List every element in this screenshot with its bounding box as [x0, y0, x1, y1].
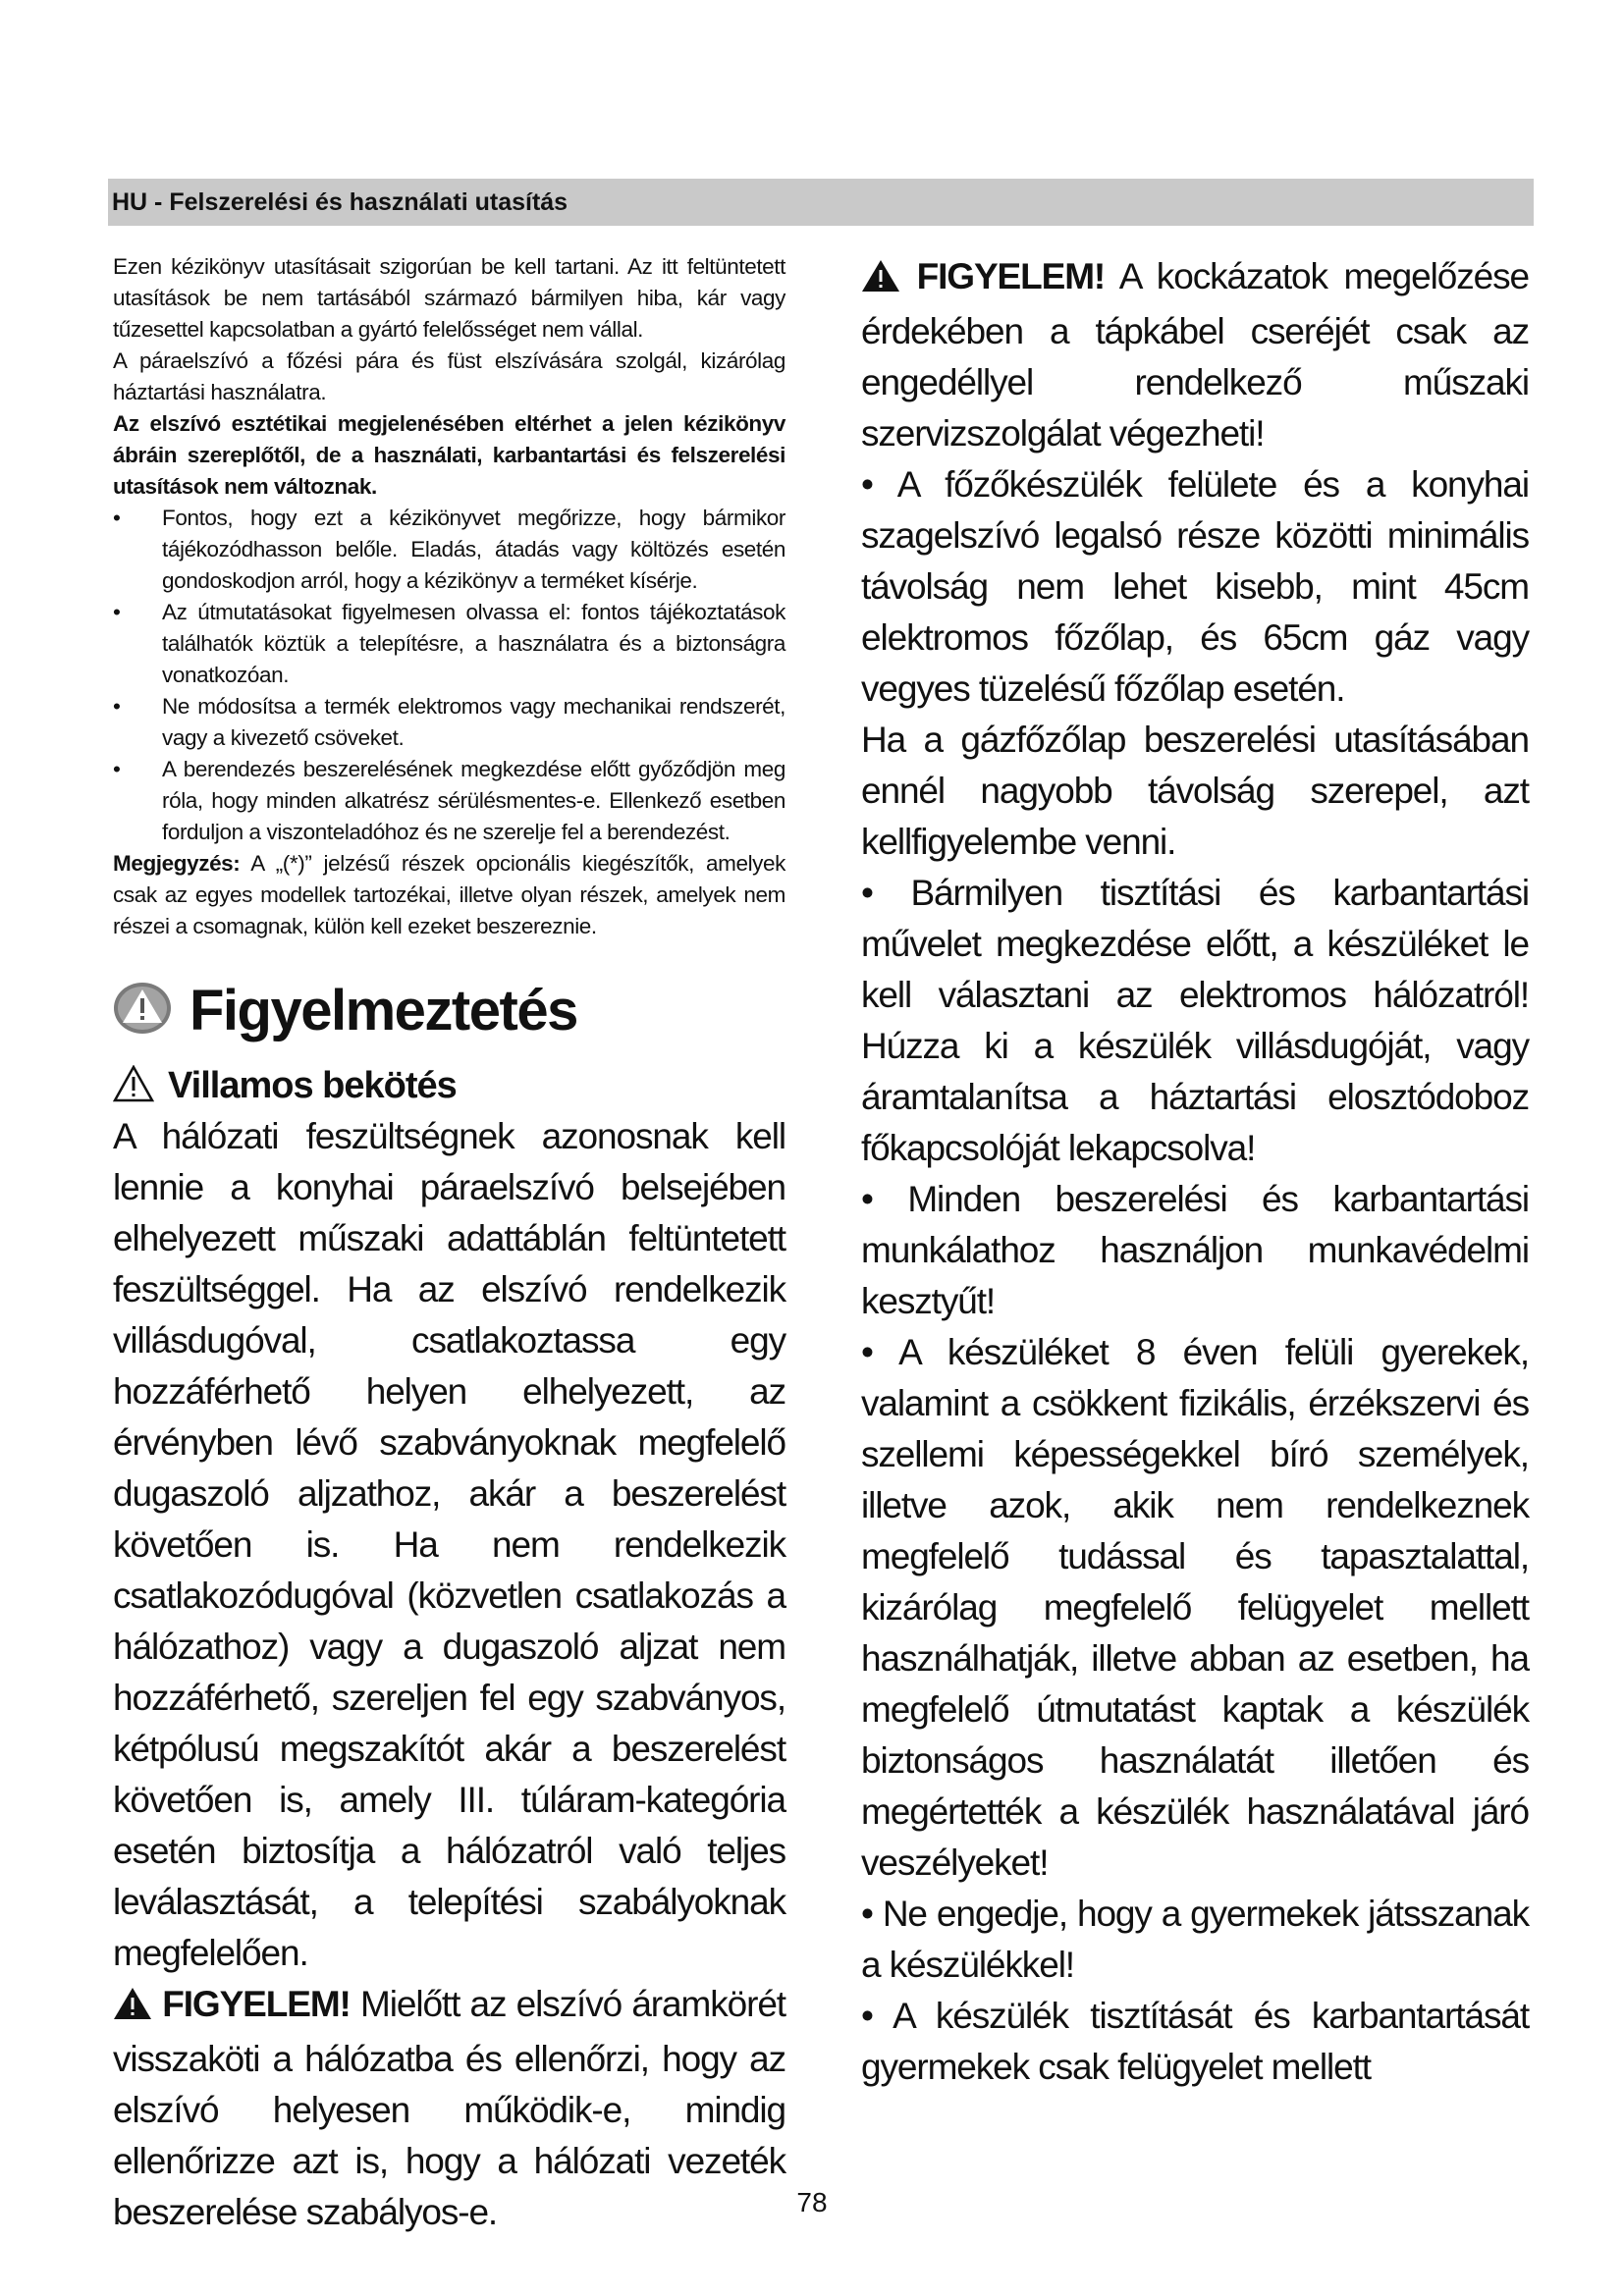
right-column — [861, 251, 1529, 2093]
bullet-icon: • — [861, 873, 873, 913]
left-column — [113, 251, 785, 2238]
warning-circle-icon — [113, 982, 172, 1040]
bullet-icon: • — [113, 757, 121, 781]
list-item — [113, 503, 785, 597]
bullet-icon: • — [861, 1894, 873, 1934]
electrical-body: A hálózati feszültségnek azonosnak kell lennie a konyhai páraelszívó belsejében elhelyezett műszaki adattáblán feltüntetett feszültséggel. Ha az elszívó rendelkezik villásdugóval, csatlakoztassa egy hozzáférhető helyen elhelyezett, az érvényben lévő szabványoknak megfelelő dugaszoló aljzathoz, akár a beszerelést követően is. Ha nem rendelkezik csatlakozódugóval (közvetlen csatlakozás a hálózathoz) vagy a dugaszoló aljzat nem hozzáférhető, szereljen fel egy szabványos, kétpólusú megszakítót akár a beszerelést követően is, amely III. túláram-kategória esetén biztosítja a hálózatról való teljes leválasztását, a telepítési szabályoknak megfelelően. — [113, 1116, 785, 1973]
electrical-subtitle: Villamos bekötés — [168, 1065, 457, 1106]
warning-triangle-filled-icon — [861, 255, 900, 306]
list-item-text: Fontos, hogy ezt a kézikönyvet megőrizze, hogy bármikor tájékozódhasson belőle. Eladás, átadás vagy költözés esetén gondoskodjon arról, hogy a kézikönyv a terméket kísérje. — [162, 506, 785, 593]
list-item — [113, 597, 785, 691]
header-bar — [108, 179, 1534, 226]
bullet-icon: • — [113, 506, 121, 530]
list-item — [861, 1327, 1529, 1889]
list-item-text: Az útmutatásokat figyelmesen olvassa el: fontos tájékoztatások találhatók köztük a telepítésre, a használatra és a biztonságra vonatkozóan. — [162, 600, 785, 687]
list-item-text: Ne engedje, hogy a gyermekek játsszanak a készülékkel! — [861, 1894, 1529, 1985]
distance-bullet — [861, 459, 1529, 715]
figyelem-text-2: A kockázatok megelőzése érdekében a tápkábel cseréjét csak az engedéllyel rendelkező műszaki szervizszolgálat végezheti! — [861, 256, 1529, 454]
warning-title: Figyelmeztetés — [189, 979, 577, 1042]
list-item — [113, 754, 785, 848]
figyelem-paragraph-2 — [861, 251, 1529, 459]
warning-triangle-outline-icon — [113, 1065, 154, 1107]
warning-triangle-filled-icon — [113, 1983, 152, 2034]
list-item-text: Minden beszerelési és karbantartási munkálathoz használjon munkavédelmi kesztyűt! — [861, 1179, 1529, 1321]
list-item-text: A készüléket 8 éven felüli gyerekek, valamint a csökkent fizikális, érzékszervi és szellemi képességekkel bíró személyek, illetve azok, akik nem rendelkeznek megfelelő tudással és tapasztalattal, kizárólag megfelelő felügyelet mellett használhatják, illetve abban az esetben, ha megfelelő útmutatást kaptak a készülék biztonságos használatát illetően és megértették a készülék használatával járó veszélyeket! — [861, 1332, 1529, 1883]
bullet-icon: • — [861, 464, 873, 505]
gas-note: Ha a gázfőzőlap beszerelési utasításában ennél nagyobb távolság szerepel, azt kellfigyelembe venni. — [861, 720, 1529, 862]
intro-paragraph-2: A páraelszívó a főzési pára és füst elszívására szolgál, kizárólag háztartási használatra. — [113, 348, 785, 404]
page-title: HU - Felszerelési és használati utasítás — [112, 188, 568, 216]
figyelem-label-2: FIGYELEM! — [916, 256, 1106, 296]
distance-text: A főzőkészülék felülete és a konyhai szagelszívó legalsó része közötti minimális távolság nem lehet kisebb, mint 45cm elektromos főzőlap, és 65cm gáz vagy vegyes tüzelésű főzőlap esetén. — [861, 464, 1530, 709]
bullet-icon: • — [861, 1332, 873, 1372]
electrical-heading — [113, 1065, 785, 1107]
figyelem-label-1: FIGYELEM! — [162, 1984, 351, 2024]
list-item — [113, 691, 785, 754]
list-item-text: Ne módosítsa a termék elektromos vagy mechanikai rendszerét, vagy a kivezető csöveket. — [162, 694, 785, 750]
figyelem-text-1: Mielőtt az elszívó áramkörét visszaköti a hálózatba és ellenőrzi, hogy az elszívó helyesen működik-e, mindig ellenőrizze azt is, hogy a hálózati vezeték beszerelése szabályos-e. — [113, 1984, 785, 2232]
page-number: 78 — [796, 2187, 828, 2217]
list-item-text: A készülék tisztítását és karbantartását gyermekek csak felügyelet mellett — [861, 1996, 1530, 2087]
note-text: A „(*)” jelzésű részek opcionális kiegészítők, amelyek csak az egyes modellek tartozékai, illetve olyan részek, amelyek nem részei a csomagnak, külön kell ezeket beszereznie. — [113, 851, 785, 938]
bullet-icon: • — [861, 1179, 873, 1219]
bullet-icon: • — [861, 1996, 873, 2036]
list-item-text: Bármilyen tisztítási és karbantartási művelet megkezdése előtt, a készüléket le kell választani az elektromos hálózatról! Húzza ki a készülék villásdugóját, vagy áramtalanítsa a háztartási elosztódoboz főkapcsolóját lekapcsolva! — [861, 873, 1529, 1168]
list-item — [861, 1991, 1529, 2093]
bullet-icon: • — [113, 694, 121, 719]
list-item — [861, 1889, 1529, 1991]
intro-paragraph-1: Ezen kézikönyv utasításait szigorúan be kell tartani. Az itt feltüntetett utasítások be nem tartásából származó bármilyen hiba, kár vagy tűzesettel kapcsolatban a gyártó felelősséget nem vállal. — [113, 254, 785, 342]
intro-paragraph-bold: Az elszívó esztétikai megjelenésében eltérhet a jelen kézikönyv ábráin szereplőtől, de a használati, karbantartási és felszerelési utasítások nem változnak. — [113, 411, 785, 499]
bullet-icon: • — [113, 600, 121, 624]
list-item-text: A berendezés beszerelésének megkezdése előtt győződjön meg róla, hogy minden alkatrész sérülésmentes-e. Ellenkező esetben forduljon a viszonteladóhoz és ne szerelje fel a berendezést. — [162, 757, 785, 844]
list-item — [861, 1174, 1529, 1327]
warning-heading — [113, 978, 785, 1043]
note-paragraph — [113, 848, 785, 942]
list-item — [861, 868, 1529, 1174]
note-label: Megjegyzés: — [113, 851, 241, 876]
